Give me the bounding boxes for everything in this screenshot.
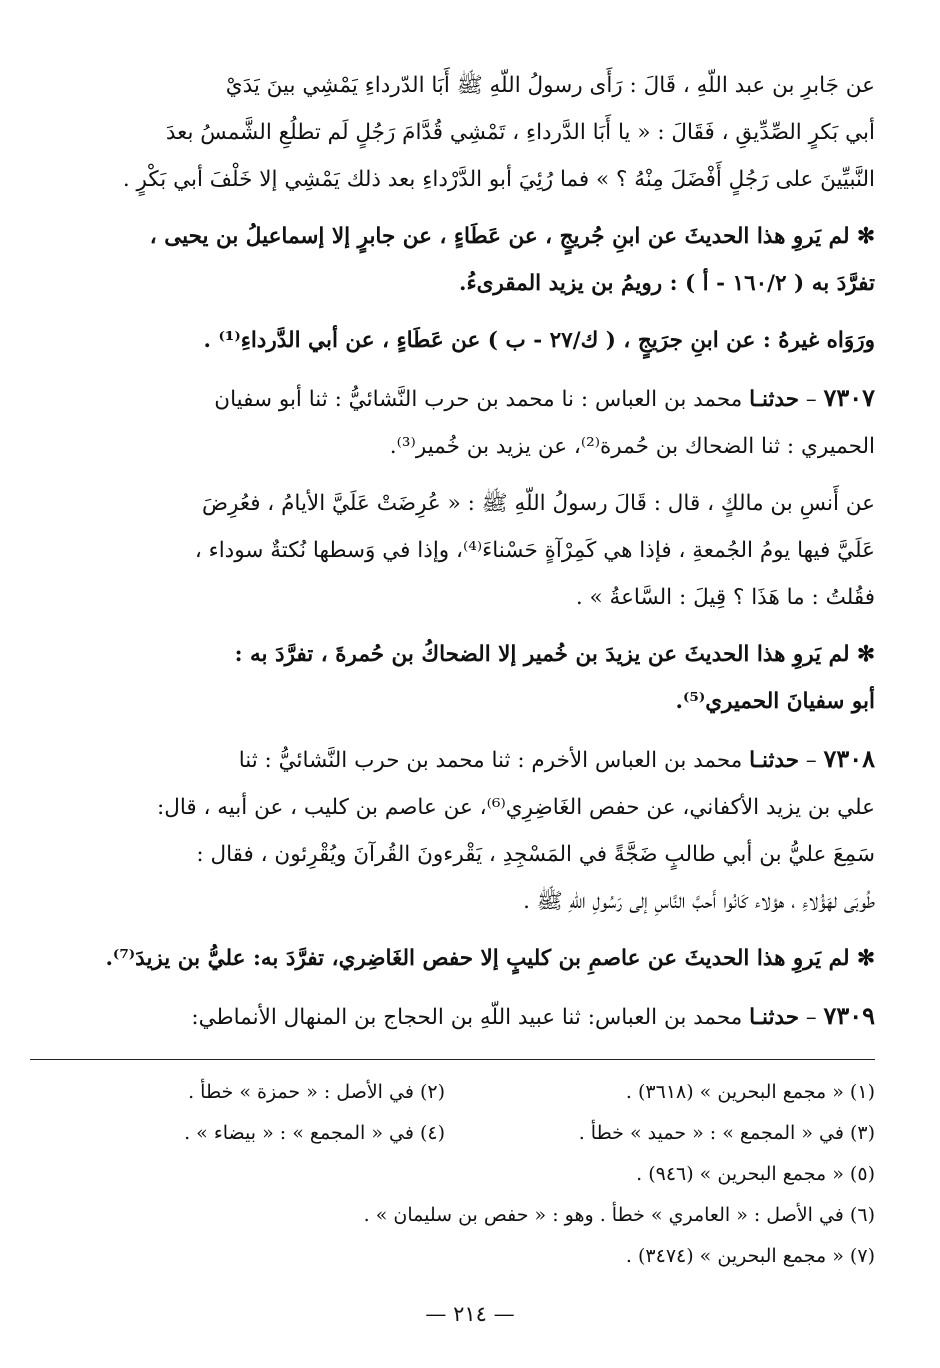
- text-line: تفرَّدَ به ( ١٦٠/٢ - أ ) : رويمُ بن يزيد المقرىءُ.: [458, 271, 875, 296]
- text-line: أبو سفيانَ الحميري⁽⁵⁾.: [675, 689, 875, 714]
- text-line: الحميري : ثنا الضحاك بن حُمرة⁽²⁾، عن يزيد بن خُمير⁽³⁾.: [389, 434, 875, 459]
- commentary: [30, 317, 875, 364]
- hadith-entry: [30, 374, 875, 470]
- text-line: أبي بَكرٍ الصِّدِّيقِ ، فَقَالَ : « يا أَبَا الدَّرداءِ ، تَمْشِي قُدَّامَ رَجُلٍ لَم تطلُعِ الشَّمسُ بعدَ: [165, 120, 875, 145]
- text-line: عن جَابرِ بن عبد اللّهِ ، قَالَ : رَأَى رسولُ اللّهِ ﷺ أَبَا الدّرداءِ يَمْشِي بينَ يَدَيْ: [225, 73, 875, 98]
- text-line: ٧٣٠٨ – حدثنـا محمد بن العباس الأخرم : ثنا محمد بن حرب النَّشائيُّ : ثنا: [238, 744, 875, 773]
- page-number: — ٢١٤ —: [425, 1302, 515, 1326]
- commentary: [30, 213, 875, 307]
- hadith-keyword: حدثنـا: [749, 387, 800, 412]
- text-line: ٧٣٠٩ – حدثنـا محمد بن العباس: ثنا عبيد اللّهِ بن الحجاج بن المنهال الأنماطي:: [191, 1001, 875, 1030]
- footnote-separator: [30, 1059, 875, 1060]
- isnad-text: محمد بن العباس الأخرم : ثنا محمد بن حرب النَّشائيُّ : ثنا: [238, 748, 743, 773]
- hadith-text: [30, 62, 875, 203]
- footnote-row: [30, 1236, 875, 1277]
- hadith-number: ٧٣٠٨: [823, 744, 875, 773]
- text-line: ✻ لم يَروِ هذا الحديثَ عن يزيدَ بن خُمير إلا الضحاكُ بن حُمرةَ ، تفرَّدَ به :: [234, 642, 875, 667]
- text-line: عَلَيَّ فيها يومُ الجُمعةِ ، فإذا هي كَمِرْآةٍ حَسْناءَ⁽⁴⁾، وإذا في وَسطها نُكتةٌ سوداء ،: [194, 538, 875, 563]
- hadith-number: ٧٣٠٧: [823, 383, 875, 412]
- text-line: فقُلتُ : ما هَذَا ؟ قِيلَ : السَّاعةُ » .: [575, 585, 875, 610]
- isnad-text: محمد بن العباس: ثنا عبيد اللّهِ بن الحجاج بن المنهال الأنماطي:: [191, 1005, 743, 1030]
- text-line: طُوبَى لهَؤُلاءِ ، هؤلاء كَانُوا أَحبَّ النَّاسِ إلى رَسُولِ اللّهِ ﷺ .: [523, 889, 875, 914]
- footnote: (٤) في « المجمع » : « بيضاء » .: [184, 1122, 445, 1144]
- commentary: [30, 631, 875, 725]
- hadith-keyword: حدثنـا: [749, 748, 800, 773]
- footnote-row: [30, 1154, 875, 1195]
- hadith-keyword: حدثنـا: [749, 1005, 800, 1030]
- footnote: (٢) في الأصل : « حمزة » خطأ .: [188, 1081, 445, 1103]
- commentary: [30, 935, 875, 982]
- footnote-row: [30, 1113, 875, 1154]
- text-line: النَّبيِّينَ على رَجُلٍ أَفْضَلَ مِنْهُ ؟ » فما رُئِيَ أبو الدَّرْداءِ بعد ذلك يَمْشِي إلا خَلْفَ أبي بَكْرٍ .: [122, 167, 875, 192]
- hadith-number: ٧٣٠٩: [823, 1001, 875, 1030]
- footnote: (٧) « مجمع البحرين » (٣٤٧٤) .: [625, 1245, 875, 1267]
- isnad-text: محمد بن العباس : نا محمد بن حرب النَّشائيُّ : ثنا أبو سفيان: [214, 387, 743, 412]
- text-line: عن أَنسِ بن مالكٍ ، قال : قَالَ رسولُ اللّهِ ﷺ : « عُرِضَتْ عَلَيَّ الأيامُ ، فعُرِضَ: [201, 491, 875, 516]
- footnote: (٥) « مجمع البحرين » (٩٤٦) .: [636, 1163, 875, 1185]
- text-line: ✻ لم يَروِ هذا الحديثَ عن ابنِ جُريجٍ ، عن عَطَاءٍ ، عن جابرٍ إلا إسماعيلُ بن يحيى ،: [149, 224, 875, 249]
- footnote-row: [30, 1072, 875, 1113]
- text-line: ورَوَاه غيرهُ : عن ابنِ جرَيجٍ ، ( ك/٢٧ - ب ) عن عَطَاءٍ ، عن أبي الدَّرداءِ⁽¹⁾ .: [203, 328, 875, 353]
- page-content: [30, 62, 875, 1277]
- text-line: سَمِعَ عليُّ بن أبي طالبٍ ضَجَّةً في المَسْجِدِ ، يَقْرءونَ القُرآنَ ويُقْرِئون ، فقال :: [196, 842, 875, 867]
- footnote: (٦) في الأصل : « العامري » خطأ . وهو : « حفص بن سليمان » .: [363, 1204, 875, 1226]
- text-line: علي بن يزيد الأكفاني، عن حفص الغَاضِرِي⁽⁶⁾، عن عاصم بن كليب ، عن أبيه ، قال:: [156, 795, 875, 820]
- footnote: (٣) في « المجمع » : « حميد » خطأ .: [578, 1122, 875, 1144]
- text-line: ٧٣٠٧ – حدثنـا محمد بن العباس : نا محمد بن حرب النَّشائيُّ : ثنا أبو سفيان: [214, 383, 875, 412]
- footnote-row: [30, 1195, 875, 1236]
- hadith-entry: [30, 992, 875, 1041]
- footnote: (١) « مجمع البحرين » (٣٦١٨) .: [625, 1081, 875, 1103]
- hadith-text: [30, 480, 875, 621]
- hadith-entry: [30, 735, 875, 925]
- text-line: ✻ لم يَروِ هذا الحديثَ عن عاصمِ بن كليبٍ إلا حفص الغَاضِري، تفرَّدَ به: عليُّ بن يزيدَ⁽⁷⁾.: [105, 946, 875, 971]
- footnotes: [30, 1072, 875, 1277]
